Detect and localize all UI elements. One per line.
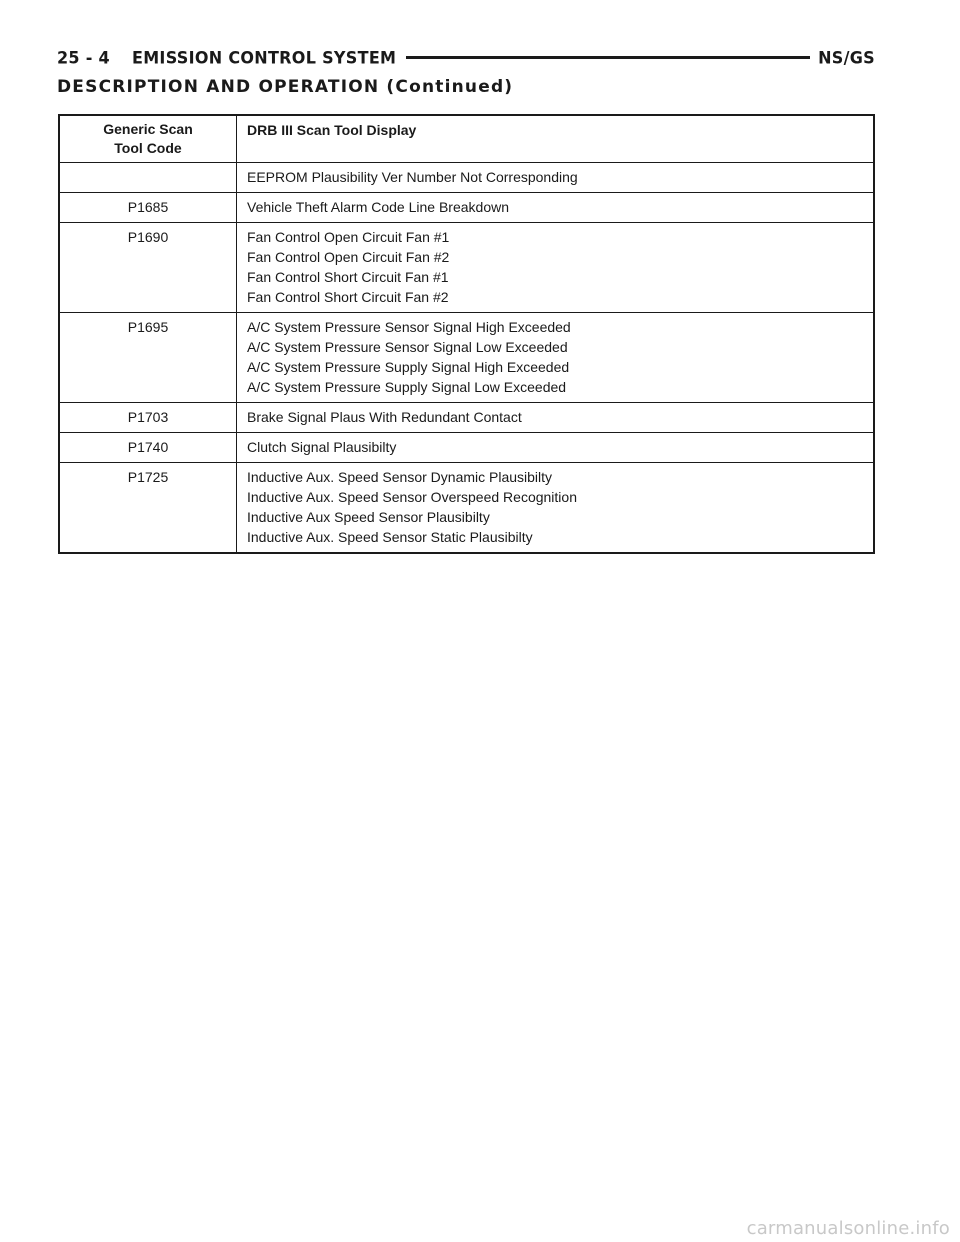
cell-code: P1685 — [59, 193, 237, 223]
watermark: carmanualsonline.info — [746, 1218, 950, 1239]
column-header-code-line2: Tool Code — [114, 140, 182, 156]
cell-code: P1690 — [59, 223, 237, 313]
display-line: A/C System Pressure Sensor Signal Low Exceeded — [247, 339, 568, 355]
display-line: Vehicle Theft Alarm Code Line Breakdown — [247, 199, 510, 215]
cell-display — [237, 433, 875, 463]
table-row — [59, 163, 874, 193]
display-line: Clutch Signal Plausibilty — [247, 439, 397, 455]
table-row — [59, 313, 874, 403]
column-header-display: DRB III Scan Tool Display — [237, 115, 875, 163]
page-header — [57, 44, 875, 70]
cell-display — [237, 313, 875, 403]
column-header-code — [59, 115, 237, 163]
display-line: Brake Signal Plaus With Redundant Contact — [247, 409, 522, 425]
display-line: Fan Control Short Circuit Fan #1 — [247, 269, 449, 285]
display-line: A/C System Pressure Sensor Signal High Exceeded — [247, 319, 571, 335]
cell-display — [237, 193, 875, 223]
table-row — [59, 223, 874, 313]
scan-code-table — [58, 114, 875, 554]
column-header-code-line1: Generic Scan — [103, 121, 193, 137]
table-row — [59, 433, 874, 463]
table-body — [59, 163, 874, 554]
model-code: NS/GS — [818, 46, 875, 68]
display-line: A/C System Pressure Supply Signal Low Exceeded — [247, 379, 567, 395]
display-line: Inductive Aux Speed Sensor Plausibilty — [247, 509, 490, 525]
display-line: Fan Control Short Circuit Fan #2 — [247, 289, 449, 305]
cell-code: P1725 — [59, 463, 237, 554]
cell-display — [237, 163, 875, 193]
display-line: Inductive Aux. Speed Sensor Static Plausibilty — [247, 529, 533, 545]
table-row — [59, 463, 874, 554]
display-line: Fan Control Open Circuit Fan #1 — [247, 229, 450, 245]
page-number: 25 - 4 — [57, 46, 110, 68]
header-rule — [406, 56, 810, 59]
table-header — [59, 115, 874, 163]
section-title: DESCRIPTION AND OPERATION (Continued) — [57, 77, 514, 97]
display-line: Fan Control Open Circuit Fan #2 — [247, 249, 450, 265]
section-name: EMISSION CONTROL SYSTEM — [131, 46, 397, 68]
cell-code: P1740 — [59, 433, 237, 463]
cell-code — [59, 163, 237, 193]
display-line: A/C System Pressure Supply Signal High Exceeded — [247, 359, 570, 375]
table-header-row — [59, 115, 874, 163]
table-row — [59, 193, 874, 223]
table-row — [59, 403, 874, 433]
cell-display — [237, 463, 875, 554]
cell-code: P1695 — [59, 313, 237, 403]
cell-code: P1703 — [59, 403, 237, 433]
display-line: EEPROM Plausibility Ver Number Not Corresponding — [247, 169, 578, 185]
cell-display — [237, 403, 875, 433]
cell-display — [237, 223, 875, 313]
display-line: Inductive Aux. Speed Sensor Dynamic Plausibilty — [247, 469, 553, 485]
display-line: Inductive Aux. Speed Sensor Overspeed Recognition — [247, 489, 577, 505]
